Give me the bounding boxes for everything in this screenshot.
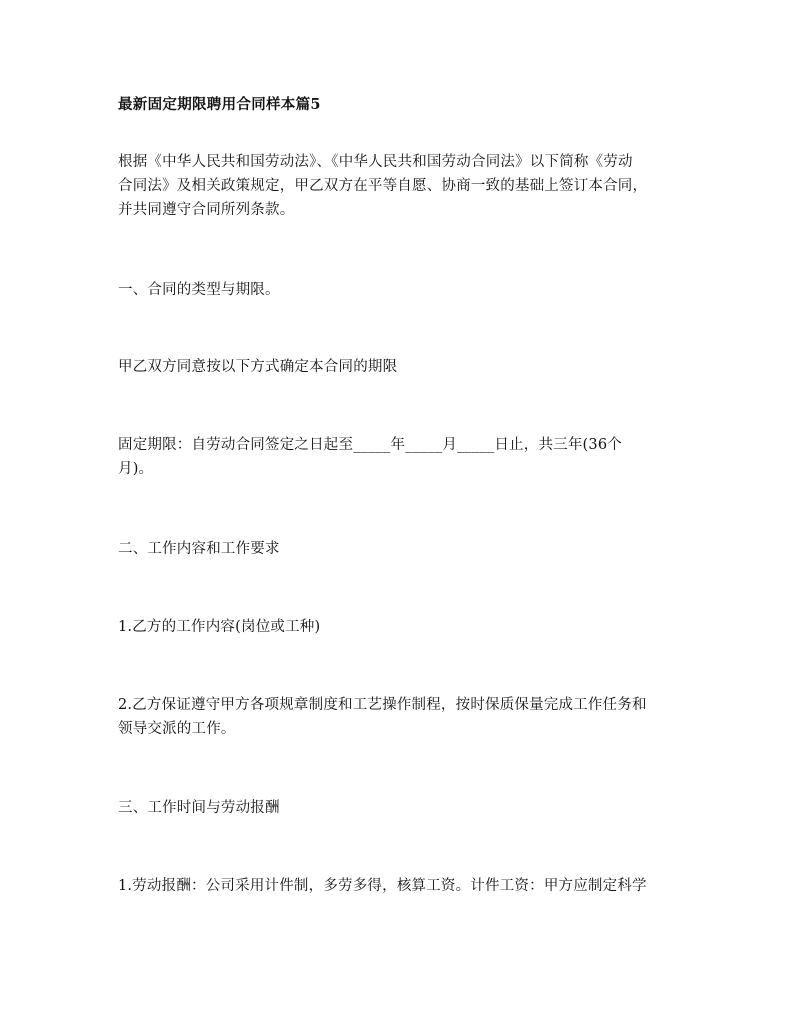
section-3-heading (118, 796, 684, 820)
section-2-item-1-text: 1.乙方的工作内容(岗位或工种) (118, 619, 321, 635)
term-line-2: 月)。 (118, 461, 154, 477)
section-1-heading (118, 278, 684, 302)
intro-paragraph (118, 150, 684, 222)
section-1-heading-text: 一、合同的类型与期限。 (118, 282, 280, 298)
intro-line-3: 并共同遵守合同所列条款。 (118, 202, 295, 218)
section-2-heading (118, 537, 684, 561)
section-3-item-1 (118, 874, 684, 898)
intro-line-2: 合同法》及相关政策规定，甲乙双方在平等自愿、协商一致的基础上签订本合同， (118, 178, 648, 194)
section-2-heading-text: 二、工作内容和工作要求 (118, 541, 280, 557)
section-1-term (118, 433, 684, 481)
section-1-agreement (118, 355, 684, 379)
section-2-item-2 (118, 693, 684, 741)
section-1-agreement-text: 甲乙双方同意按以下方式确定本合同的期限 (118, 359, 398, 375)
section-2-item-2-line-2: 领导交派的工作。 (118, 721, 236, 737)
section-3-item-1-text: 1.劳动报酬：公司采用计件制，多劳多得，核算工资。计件工资：甲方应制定科学 (118, 878, 647, 894)
document-title: 最新固定期限聘用合同样本篇5 (118, 96, 321, 113)
section-2-item-2-line-1: 2.乙方保证遵守甲方各项规章制度和工艺操作制程，按时保质保量完成工作任务和 (118, 697, 647, 713)
section-2-item-1 (118, 615, 684, 639)
term-line-1: 固定期限：自劳动合同签定之日起至_____年_____月_____日止，共三年(36个 (118, 437, 622, 453)
section-3-heading-text: 三、工作时间与劳动报酬 (118, 800, 280, 816)
intro-line-1: 根据《中华人民共和国劳动法》、《中华人民共和国劳动合同法》以下简称《劳动 (118, 154, 633, 170)
